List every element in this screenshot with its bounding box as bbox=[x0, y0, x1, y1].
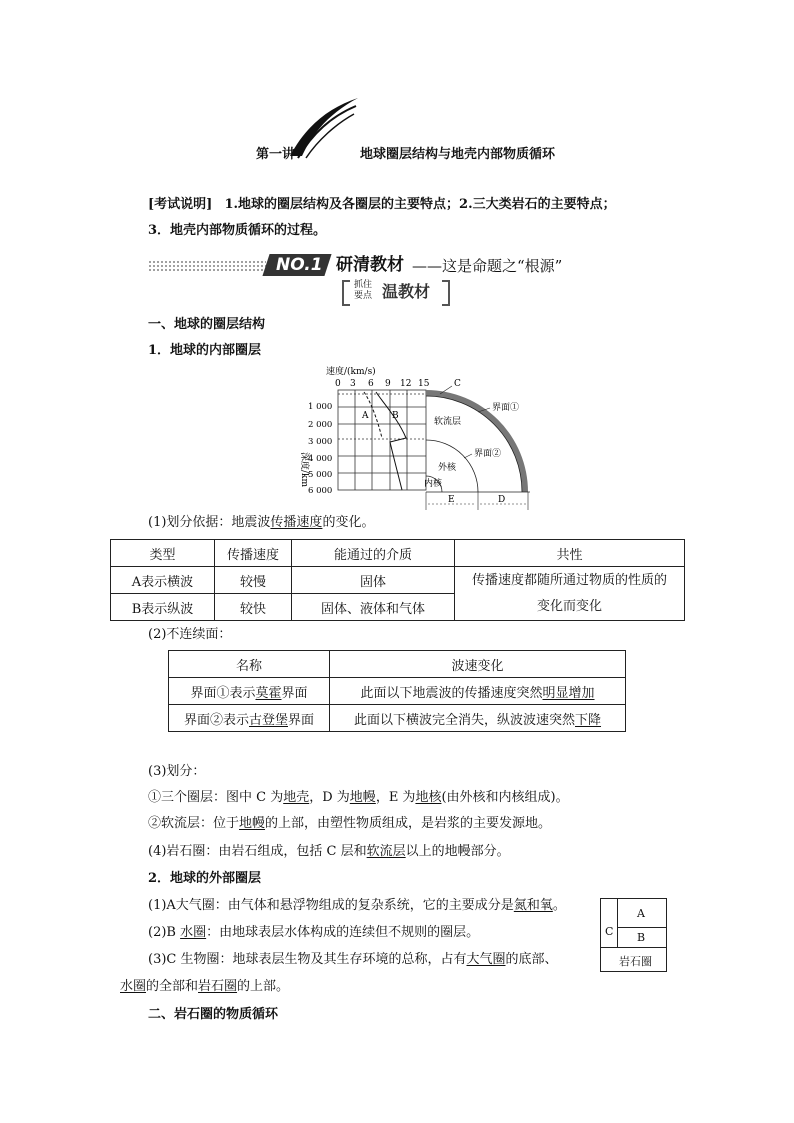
table-header: 名称 bbox=[169, 651, 330, 678]
table-common-cell bbox=[455, 567, 685, 621]
exam-line-1: 1.地球的圈层结构及各圈层的主要特点；2.三大类岩石的主要特点； bbox=[224, 197, 616, 212]
lithosphere-line: (4)岩石圈：由岩石组成，包括 C 层和软流层以上的地幔部分。 bbox=[148, 844, 510, 859]
speed-depth-grid bbox=[338, 390, 426, 490]
dimension-markers bbox=[426, 492, 528, 510]
interface-2-label: 界面② bbox=[474, 449, 502, 459]
table-cell: 此面以下横波完全消失，纵波波速突然下降 bbox=[330, 705, 626, 732]
section-1-sub-1: 1．地球的内部圈层 bbox=[148, 343, 262, 358]
common-line-2: 变化而变化 bbox=[536, 598, 602, 614]
banner-dotted-rule bbox=[148, 260, 266, 272]
banner-tag-small-2: 要点 bbox=[354, 291, 373, 301]
table-header: 能通过的介质 bbox=[292, 540, 455, 567]
table-cell: A表示横波 bbox=[111, 567, 215, 594]
seismic-wave-table bbox=[110, 539, 685, 621]
division-label: (3)划分： bbox=[148, 764, 206, 779]
depth-tick: 1 000 bbox=[308, 402, 333, 412]
page-title: 地球圈层结构与地壳内部物质循环 bbox=[360, 147, 556, 162]
table-cell: 较快 bbox=[215, 594, 292, 621]
common-line-1: 传播速度都随所通过物质的性质的 bbox=[471, 572, 667, 588]
spheres-box-diagram bbox=[600, 898, 667, 972]
table-cell: 固体 bbox=[292, 567, 455, 594]
section-2-heading: 二、岩石圈的物质循环 bbox=[148, 1007, 279, 1022]
wave-b-label: B bbox=[392, 411, 399, 421]
box-divider-mid bbox=[617, 927, 666, 928]
section-1-heading: 一、地球的圈层结构 bbox=[148, 317, 266, 332]
box-label-lithosphere: 岩石圈 bbox=[619, 955, 652, 968]
asthenosphere-label: 软流层 bbox=[434, 417, 462, 427]
label-c: C bbox=[454, 379, 461, 389]
division-basis bbox=[148, 514, 374, 532]
exam-line-2: 3．地壳内部物质循环的过程。 bbox=[148, 223, 327, 238]
banner-no-text: NO.1 bbox=[276, 255, 323, 275]
box-label-b: B bbox=[637, 931, 646, 944]
speed-axis-label: 速度/(km/s) bbox=[326, 367, 376, 377]
depth-tick: 2 000 bbox=[308, 420, 333, 430]
speed-tick: 12 bbox=[400, 379, 412, 389]
table-header: 波速变化 bbox=[330, 651, 626, 678]
box-divider-low bbox=[601, 947, 666, 948]
box-divider-left bbox=[617, 899, 618, 947]
biosphere-line-1: (3)C 生物圈：地球表层生物及其生存环境的总称，占有大气圈的底部、 bbox=[148, 952, 558, 967]
banner-tag-bracket-right bbox=[442, 280, 450, 306]
biosphere-line-2: 水圈的全部和岩石圈的上部。 bbox=[120, 979, 290, 994]
basis-underlined: 传播速度 bbox=[270, 515, 323, 530]
outer-spheres-heading: 2．地球的外部圈层 bbox=[148, 871, 262, 886]
earth-interior-figure bbox=[294, 364, 546, 512]
banner-tag-small-1: 抓住 bbox=[354, 280, 373, 290]
inner-core-label: 内核 bbox=[424, 479, 443, 489]
speed-tick: 3 bbox=[350, 379, 356, 389]
label-d: D bbox=[498, 495, 506, 505]
atmosphere-line: (1)A大气圈：由气体和悬浮物组成的复杂系统，它的主要成分是氮和氧。 bbox=[148, 898, 566, 913]
division-line-2: ②软流层：位于地幔的上部，由塑性物质组成，是岩浆的主要发源地。 bbox=[148, 816, 552, 831]
table-header: 共性 bbox=[455, 540, 685, 567]
banner-tag bbox=[342, 280, 454, 304]
discontinuity-label: (2)不连续面： bbox=[148, 627, 232, 642]
depth-axis-label: 深度/km bbox=[299, 452, 309, 488]
table-cell: 此面以下地震波的传播速度突然明显增加 bbox=[330, 678, 626, 705]
lecture-number: 第一讲 bbox=[256, 147, 296, 162]
table-cell: 界面①表示莫霍界面 bbox=[169, 678, 330, 705]
basis-suffix: 的变化。 bbox=[322, 515, 375, 530]
banner-tag-bracket-left bbox=[342, 280, 350, 306]
depth-tick: 6 000 bbox=[308, 486, 333, 496]
table-cell: 界面②表示古登堡界面 bbox=[169, 705, 330, 732]
hydrosphere-line: (2)B 水圈：由地球表层水体构成的连续但不规则的圈层。 bbox=[148, 925, 480, 940]
label-e: E bbox=[448, 495, 455, 505]
outer-core-label: 外核 bbox=[438, 463, 457, 473]
table-cell: B表示纵波 bbox=[111, 594, 215, 621]
banner-title: 研清教材 bbox=[336, 255, 404, 275]
table-cell: 较慢 bbox=[215, 567, 292, 594]
interface-1-label: 界面① bbox=[492, 403, 520, 413]
table-header: 传播速度 bbox=[215, 540, 292, 567]
speed-tick: 6 bbox=[368, 379, 374, 389]
basis-prefix: (1)划分依据：地震波 bbox=[148, 515, 271, 530]
box-label-a: A bbox=[637, 907, 645, 920]
banner-subtitle: ——这是命题之“根源” bbox=[412, 257, 563, 275]
exam-tag: [考试说明] bbox=[148, 197, 213, 212]
exam-description bbox=[148, 196, 616, 214]
header-swoosh-decoration bbox=[288, 96, 360, 160]
speed-ticks bbox=[335, 379, 430, 389]
division-line-1: ①三个圈层：图中 C 为地壳，D 为地幔，E 为地核(由外核和内核组成)。 bbox=[148, 790, 569, 805]
speed-tick: 0 bbox=[335, 379, 341, 389]
table-header: 类型 bbox=[111, 540, 215, 567]
depth-tick: 5 000 bbox=[308, 470, 333, 480]
discontinuity-table bbox=[168, 650, 626, 732]
speed-tick: 15 bbox=[418, 379, 430, 389]
depth-tick: 3 000 bbox=[308, 437, 333, 447]
wave-a-label: A bbox=[362, 411, 369, 421]
banner-tag-big: 温教材 bbox=[382, 282, 431, 301]
table-cell: 固体、液体和气体 bbox=[292, 594, 455, 621]
speed-tick: 9 bbox=[385, 379, 391, 389]
depth-ticks bbox=[308, 402, 332, 496]
box-label-c: C bbox=[605, 925, 614, 938]
depth-tick: 4 000 bbox=[308, 454, 333, 464]
